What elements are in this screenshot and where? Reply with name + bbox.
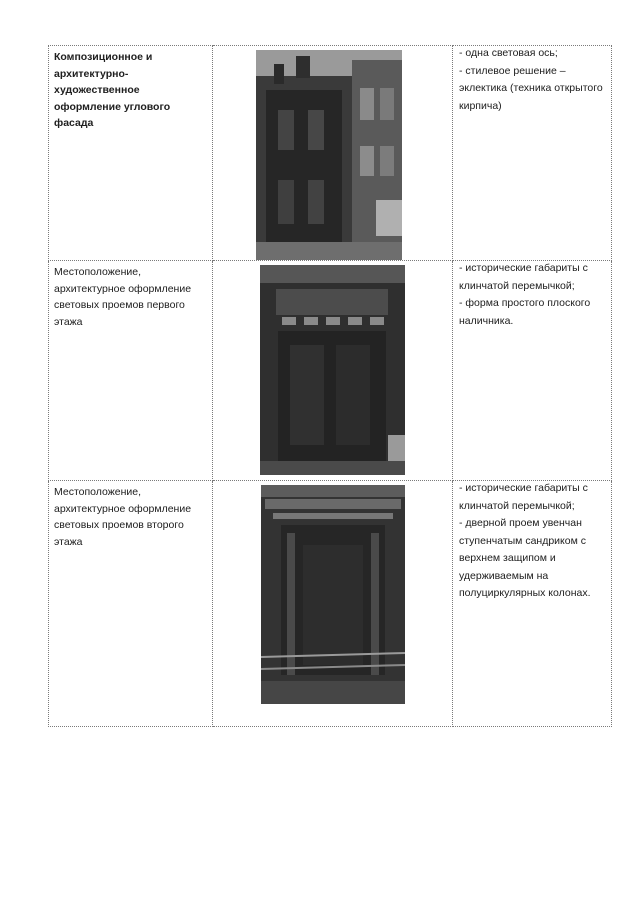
label-cell: [49, 481, 213, 727]
notes-list: [453, 260, 611, 330]
note-item: - дверной проем увенчан ступенчатым сандриком с верхнем защипом и удерживаемым на полуциркулярных колонах.: [459, 517, 591, 599]
notes-cell: [453, 481, 612, 727]
notes-list: [453, 480, 611, 603]
second-floor-openings-photo: [261, 485, 405, 704]
document-table: [48, 45, 612, 727]
ground-floor-openings-photo: [260, 265, 405, 475]
table-row: [49, 261, 612, 481]
label-cell: [49, 261, 213, 481]
table-row: [49, 46, 612, 261]
photo-cell: [213, 261, 453, 481]
note-item: - исторические габариты с клинчатой перемычкой;: [459, 482, 588, 512]
notes-cell: [453, 261, 612, 481]
row-label: Композиционное и архитектурно-художественное оформление углового фасада: [54, 51, 171, 129]
row-label: Местоположение, архитектурное оформление световых проемов второго этажа: [54, 486, 192, 548]
photo-cell: [213, 46, 453, 261]
photo-cell: [213, 481, 453, 727]
table-row: [49, 481, 612, 727]
note-item: - одна световая ось;: [459, 47, 558, 59]
note-item: - исторические габариты с клинчатой перемычкой;: [459, 262, 588, 292]
notes-list: [453, 45, 611, 115]
note-item: - форма простого плоского наличника.: [459, 297, 591, 327]
label-cell: [49, 46, 213, 261]
note-item: - стилевое решение – эклектика (техника открытого кирпича): [459, 64, 603, 112]
notes-cell: [453, 46, 612, 261]
row-label: Местоположение, архитектурное оформление световых проемов первого этажа: [54, 266, 192, 328]
building-corner-facade-photo: [256, 50, 402, 260]
